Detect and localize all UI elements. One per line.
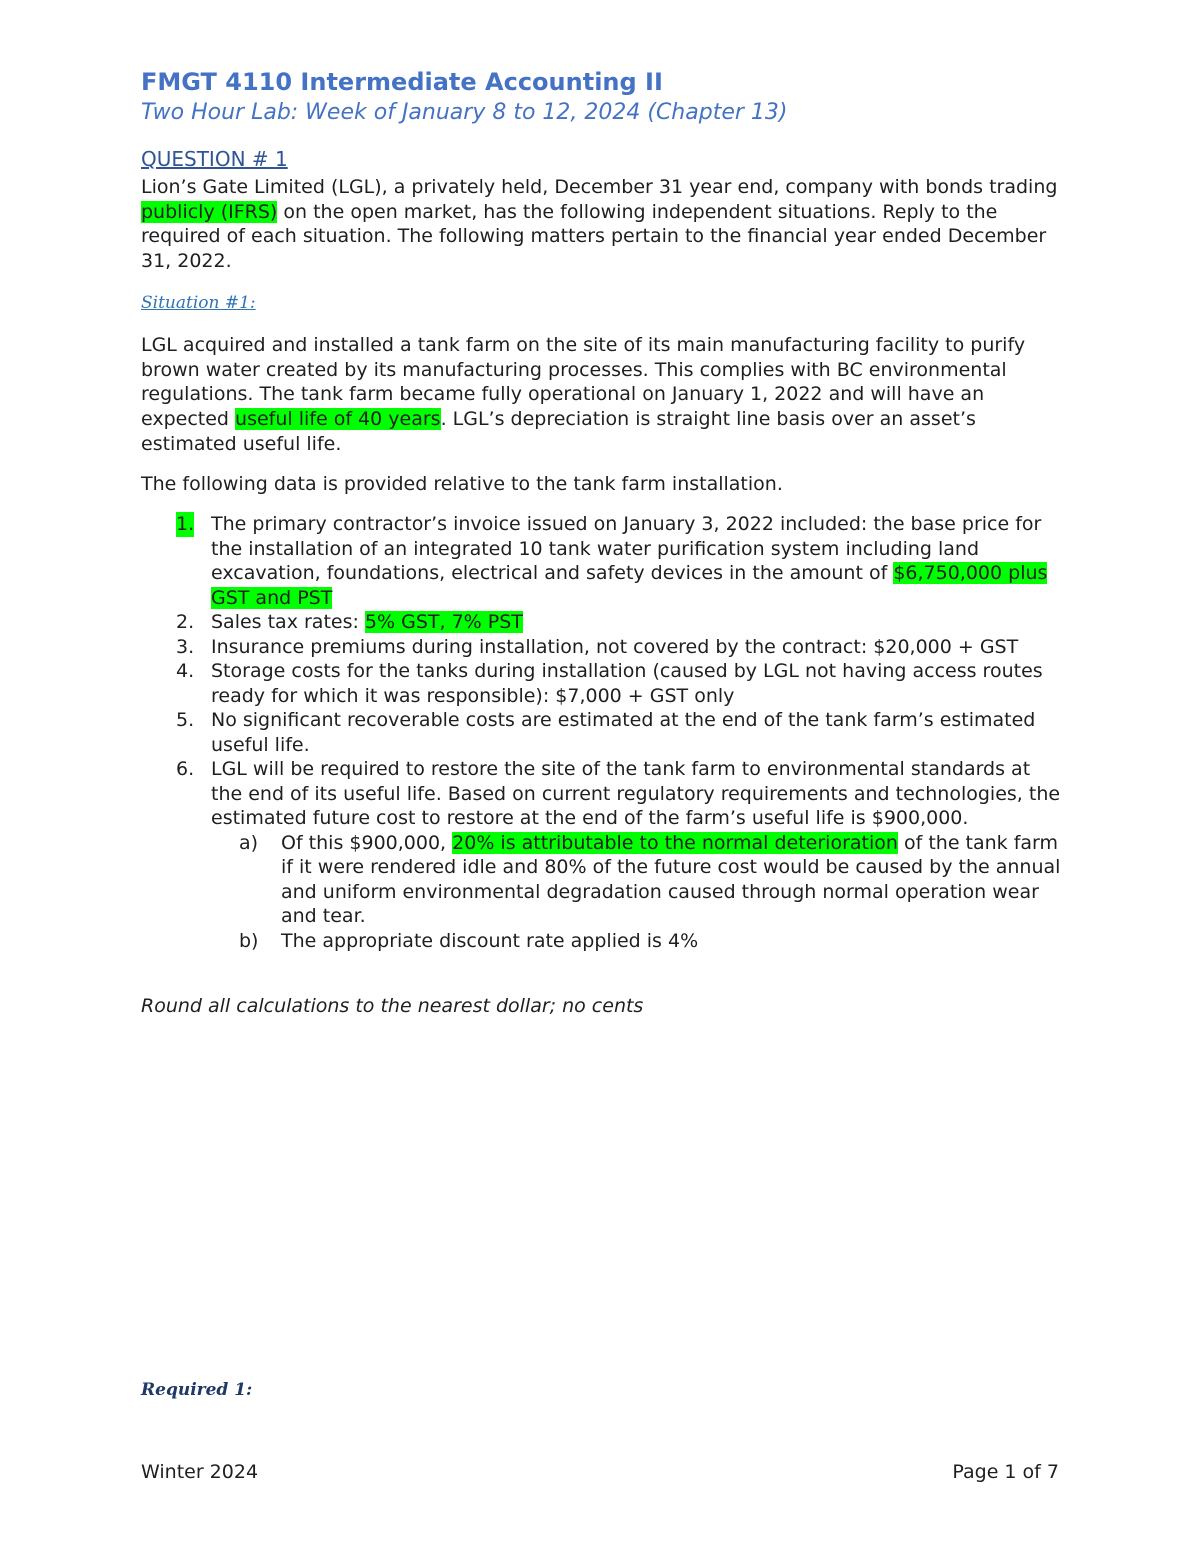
para1-highlight: useful life of 40 years — [235, 408, 441, 431]
sub-list-item-letter: a) — [239, 831, 259, 854]
para1-text-b: . LGL’s depreciation is straight line basis over an asset’s estimated useful life. — [141, 408, 976, 455]
required-heading: Required 1: — [141, 1380, 253, 1400]
list-item — [141, 610, 1061, 635]
list-item-highlight: GST and PST — [211, 586, 333, 609]
list-item-text: Insurance premiums during installation, not covered by the contract: $20,000 + GST — [211, 635, 1019, 658]
list-item-number: 3. — [176, 635, 195, 658]
para1-text-a: LGL acquired and installed a tank farm on the site of its main manufacturing facility to purify brown water created by its manufacturing processes. This complies with BC environmental regulations. The tank farm became fully operational on January 1, 2022 and will have an expected — [141, 334, 1026, 431]
data-list — [141, 512, 1061, 953]
list-item — [141, 659, 1061, 708]
situation-paragraph-2: The following data is provided relative to the tank farm installation. — [141, 473, 783, 495]
situation-paragraph-1 — [141, 333, 1061, 457]
intro-paragraph — [141, 175, 1061, 274]
sub-list-item-highlight: 20% is attributable to the normal deterioration — [452, 831, 898, 854]
list-item-text: No significant recoverable costs are estimated at the end of the tank farm’s estimated useful life. — [211, 709, 1036, 756]
list-item-text: Storage costs for the tanks during installation (caused by LGL not having access routes ready for which it was responsible): $7,000 + GST only — [211, 660, 1043, 707]
lab-subtitle: Two Hour Lab: Week of January 8 to 12, 2024 (Chapter 13) — [141, 100, 788, 125]
list-item — [141, 708, 1061, 757]
sub-list-item-text: Of this $900,000, — [281, 831, 453, 854]
question-heading: QUESTION # 1 — [141, 147, 288, 171]
list-item-number: 2. — [176, 611, 195, 633]
list-item-number: 4. — [176, 660, 195, 682]
list-item-highlight: $6,750,000 plus — [893, 562, 1048, 584]
intro-highlight: publicly (IFRS) — [141, 200, 278, 223]
intro-text-a: Lion’s Gate Limited (LGL), a privately held, December 31 year end, company with bonds trading — [141, 176, 1058, 198]
list-item-text: LGL will be required to restore the site of the tank farm to environmental standards at the end of its useful life. Based on current regulatory requirements and technologies, the estimated future cost to restore at the end of the farm’s useful life is $900,000. — [211, 758, 1061, 829]
situation-heading: Situation #1: — [141, 293, 256, 313]
list-item — [141, 635, 1061, 660]
list-item — [141, 512, 1061, 610]
sub-list-item — [141, 929, 1061, 954]
sub-list-item — [141, 831, 1061, 929]
list-item-text: The primary contractor’s invoice issued on January 3, 2022 included: the base price for the installation of an integrated 10 tank water purification system including land excavation, foundations, electrical and safety devices in the amount of — [211, 513, 1042, 584]
footer-page-number: Page 1 of 7 — [952, 1461, 1059, 1483]
footer-term: Winter 2024 — [141, 1461, 259, 1483]
rounding-note: Round all calculations to the nearest dollar; no cents — [141, 995, 644, 1017]
sub-list-item-text: of the tank farm if it were rendered idle and 80% of the future cost would be caused by the annual and uniform environmental degradation caused through normal operation wear and tear. — [281, 831, 1061, 927]
sub-list-item-letter: b) — [239, 929, 259, 952]
list-item-highlight: 5% GST, 7% PST — [364, 611, 523, 633]
list-item — [141, 757, 1061, 831]
list-item-number: 5. — [176, 709, 195, 731]
course-title: FMGT 4110 Intermediate Accounting II — [141, 68, 663, 96]
sub-list-item-text: The appropriate discount rate applied is 4% — [281, 929, 699, 952]
list-item-number: 1. — [176, 513, 195, 535]
document-page — [141, 0, 1061, 1553]
intro-text-b: on the open market, has the following independent situations. Reply to the required of each situation. The following matters pertain to the financial year ended December 31, 2022. — [141, 200, 1047, 273]
list-item-text: Sales tax rates: — [211, 611, 365, 633]
list-item-number: 6. — [176, 758, 195, 780]
